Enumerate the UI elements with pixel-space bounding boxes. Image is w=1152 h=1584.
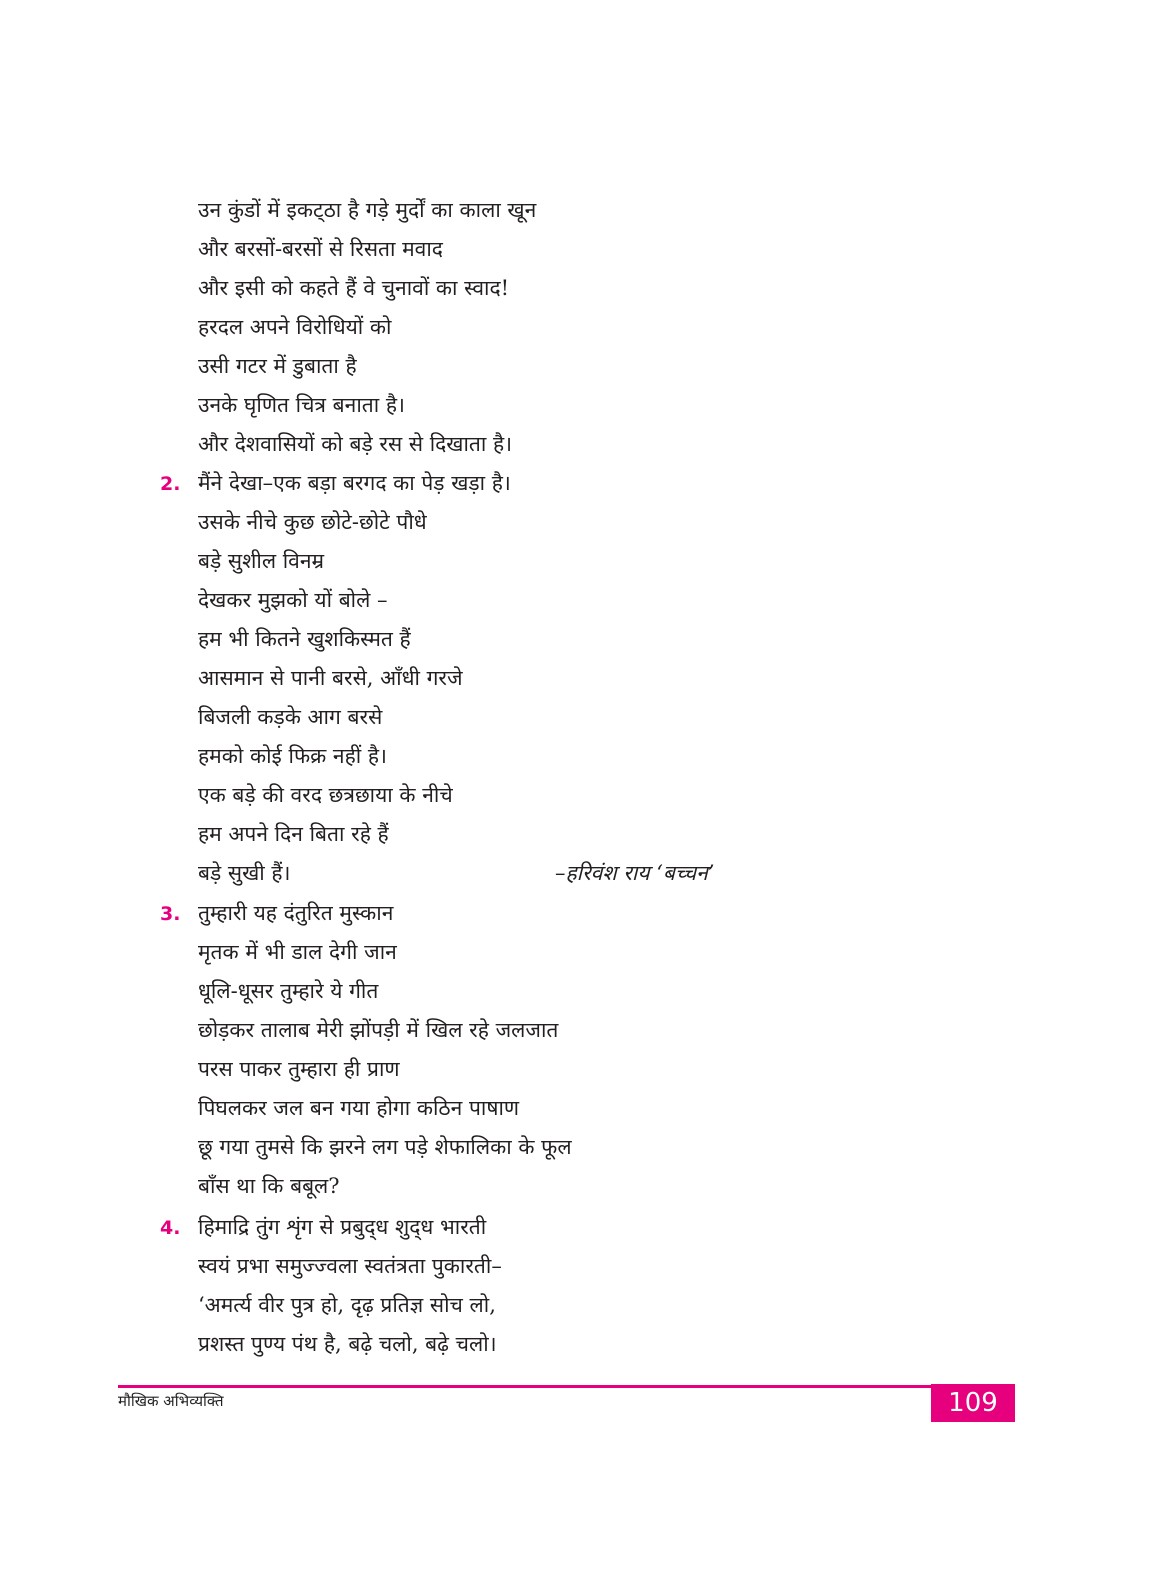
poem2-number: 2. <box>160 473 181 495</box>
poem3-line-4: छोड़कर तालाब मेरी झोंपड़ी में खिल रहे जलजात <box>198 1018 559 1042</box>
poem4-line-1: हिमाद्रि तुंग शृंग से प्रबुद्‌ध शुद्‌ध भारती <box>198 1215 487 1239</box>
poem3-line-1: तुम्हारी यह दंतुरित मुस्कान <box>198 901 394 925</box>
poem1-line-3: और इसी को कहते हैं वे चुनावों का स्वाद! <box>198 276 510 300</box>
poem2-line-7: बिजली कड़के आग बरसे <box>198 705 383 729</box>
poem2-line-1: मैंने देखा–एक बड़ा बरगद का पेड़ खड़ा है। <box>198 471 511 495</box>
footer-section-label: मौखिक अभिव्यक्ति <box>118 1392 224 1410</box>
poem4-line-2: स्वयं प्रभा समुज्ज्वला स्वतंत्रता पुकारती– <box>198 1254 502 1278</box>
poem3-line-3: धूलि-धूसर तुम्हारे ये गीत <box>198 979 379 1003</box>
poem1-line-4: हरदल अपने विरोधियों को <box>198 315 392 339</box>
page-number-badge: 109 <box>931 1384 1015 1422</box>
poem4-number: 4. <box>160 1217 181 1239</box>
poem3-line-5: परस पाकर तुम्हारा ही प्राण <box>198 1057 400 1081</box>
poem3-line-2: मृतक में भी डाल देगी जान <box>198 940 397 964</box>
poem2-line-4: देखकर मुझको यों बोले – <box>198 588 388 612</box>
poem4-line-3: ‘अमर्त्य वीर पुत्र हो, दृढ़ प्रतिज्ञ सोच लो, <box>198 1293 496 1317</box>
poem3-number: 3. <box>160 903 181 925</box>
poem2-line-3: बड़े सुशील विनम्र <box>198 549 325 573</box>
poem2-line-2: उसके नीचे कुछ छोटे-छोटे पौधे <box>198 510 427 534</box>
poem2-line-11: बड़े सुखी हैं। <box>198 861 291 885</box>
poem1-line-7: और देशवासियों को बड़े रस से दिखाता है। <box>198 432 513 456</box>
footer-divider <box>118 1385 1015 1388</box>
poem3-line-8: बाँस था कि बबूल? <box>198 1174 340 1198</box>
poem3-line-7: छू गया तुमसे कि झरने लग पड़े शेफालिका के फूल <box>198 1135 572 1159</box>
poem3-line-6: पिघलकर जल बन गया होगा कठिन पाषाण <box>198 1096 520 1120</box>
poem2-line-10: हम अपने दिन बिता रहे हैं <box>198 822 389 846</box>
poem2-line-9: एक बड़े की वरद छत्रछाया के नीचे <box>198 783 453 807</box>
poem2-attribution: –हरिवंश राय ‘बच्चन’ <box>555 861 715 885</box>
poem1-line-2: और बरसों-बरसों से रिसता मवाद <box>198 237 443 261</box>
poem2-line-6: आसमान से पानी बरसे, आँधी गरजे <box>198 666 463 690</box>
poem2-line-8: हमको कोई फिक्र नहीं है। <box>198 744 387 768</box>
poem4-line-4: प्रशस्त पुण्य पंथ है, बढ़े चलो, बढ़े चलो। <box>198 1332 497 1356</box>
poem2-line-5: हम भी कितने खुशकिस्मत हैं <box>198 627 411 651</box>
poem1-line-1: उन कुंडों में इकट्‌ठा है गड़े मुर्दों का काला खून <box>198 198 537 222</box>
poem1-line-6: उनके घृणित चित्र बनाता है। <box>198 393 405 417</box>
poem1-line-5: उसी गटर में डुबाता है <box>198 354 357 378</box>
